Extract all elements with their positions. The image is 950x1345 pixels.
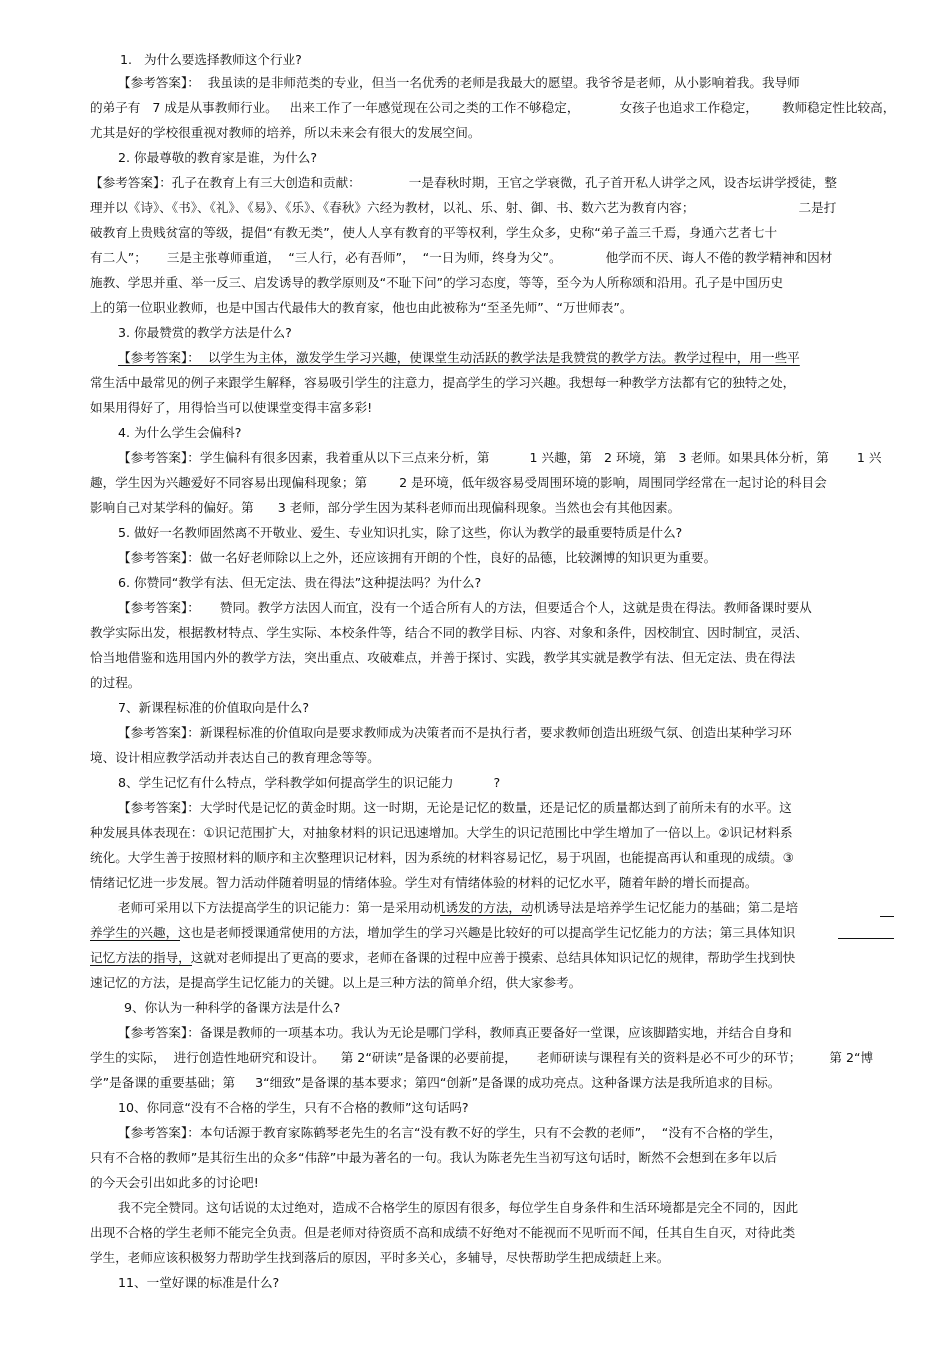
answer-10-line-3: 的今天会引出如此多的讨论吧!: [90, 1175, 259, 1190]
answer-6-line-1: 【参考答案】： 赞同。教学方法因人而宜，没有一个适合所有人的方法，但要适合个人，这就是贵在得法。教师备课时要从: [118, 600, 812, 615]
question-10: 10、你同意“没有不合格的学生，只有不合格的教师”这句话吗?: [118, 1100, 469, 1115]
answer-10-line-4: 我不完全赞同。这句话说的太过绝对，造成不合格学生的原因有很多，每位学生自身条件和生活环境都是完全不同的，因此: [118, 1200, 799, 1215]
answer-4-line-2: 趣，学生因为兴趣爱好不同容易出现偏科现象；第 2 是环境，低年级容易受周围环境的影响，周围同学经常在一起讨论的科目会: [90, 475, 827, 490]
margin-mark-short: [880, 916, 894, 917]
answer-5-line-1: 【参考答案】：做一名好老师除以上之外，还应该拥有开朗的个性，良好的品德，比较渊博的知识更为重要。: [118, 550, 717, 565]
answer-8-line-3: 统化。大学生善于按照材料的顺序和主次整理识记材料，因为系统的材料容易记忆，易于巩固，也能提高再认和重现的成绩。③: [90, 850, 794, 865]
answer-10-line-6: 学生，老师应该积极努力帮助学生找到落后的原因，平时多关心，多辅导，尽快帮助学生把成绩赶上来。: [90, 1250, 670, 1265]
question-7: 7、新课程标准的价值取向是什么?: [118, 700, 310, 715]
answer-7-line-1: 【参考答案】：新课程标准的价值取向是要求教师成为决策者而不是执行者，要求教师创造出班级气氛、创造出某种学习环: [118, 725, 792, 740]
answer-2-line-2: 理并以《诗》、《书》、《礼》、《易》、《乐》、《春秋》六经为教材，以礼、乐、射、御、书、数六艺为教育内容； 二是打: [90, 200, 837, 215]
question-3: 3. 你最赞赏的教学方法是什么?: [118, 325, 292, 340]
underline-method-3: [90, 965, 192, 966]
answer-10-line-5: 出现不合格的学生老师不能完全负责。但是老师对待资质不高和成绩不好绝对不能视而不见听而不闻，任其自生自灭，对待此类: [90, 1225, 796, 1240]
answer-8-line-8: 速记忆的方法，是提高学生记忆能力的关键。以上是三种方法的简单介绍，供大家参考。: [90, 975, 582, 990]
answer-1-line-1: 【参考答案】： 我虽读的是非师范类的专业，但当一名优秀的老师是我最大的愿望。我爷爷是老师，从小影响着我。我导师: [118, 75, 800, 90]
question-9: 9、你认为一种科学的备课方法是什么?: [124, 1000, 341, 1015]
answer-2-line-4: 有二人”； 三是主张尊师重道， “三人行，必有吾师”， “一日为师，终身为父”。 他学而不厌、诲人不倦的教学精神和因材: [90, 250, 833, 265]
answer-4-line-1: 【参考答案】：学生偏科有很多因素，我着重从以下三点来分析，第 1 兴趣，第 2 环境，第 3 老师。如果具体分析，第 1 兴: [118, 450, 882, 465]
answer-3-line-2: 常生活中最常见的例子来跟学生解释，容易吸引学生的注意力，提高学生的学习兴趣。我想每一种教学方法都有它的独特之处，: [90, 375, 796, 390]
answer-9-line-1: 【参考答案】：备课是教师的一项基本功。我认为无论是哪门学科，教师真正要备好一堂课，应该脚踏实地，并结合自身和: [118, 1025, 792, 1040]
margin-mark-long: [838, 938, 894, 939]
answer-6-line-2: 教学实际出发，根据教材特点、学生实际、本校条件等，结合不同的教学目标、内容、对象和条件，因校制宜、因时制宜，灵活、: [90, 625, 808, 640]
underline-method-2: [90, 940, 180, 941]
answer-3-line-1: 【参考答案】： 以学生为主体，激发学生学习兴趣，使课堂生动活跃的教学法是我赞赏的教学方法。教学过程中，用一些平: [118, 350, 800, 365]
answer-10-line-1: 【参考答案】：本句话源于教育家陈鹤琴老先生的名言“没有教不好的学生，只有不会教的老师”， “没有不合格的学生，: [118, 1125, 782, 1140]
answer-3-line-3: 如果用得好了，用得恰当可以使课堂变得丰富多彩!: [90, 400, 373, 415]
answer-7-line-2: 境、设计相应教学活动并表达自己的教育理念等等。: [90, 750, 380, 765]
underline-method-1: [440, 915, 532, 916]
answer-9-line-2: 学生的实际， 进行创造性地研究和设计。 第 2“研读”是备课的必要前提， 老师研读与课程有关的资料是必不可少的环节； 第 2“博: [90, 1050, 874, 1065]
answer-1-line-3: 尤其是好的学校很重视对教师的培养，所以未来会有很大的发展空间。: [90, 125, 481, 140]
answer-8-line-5: 老师可采用以下方法提高学生的识记能力：第一是采用动机诱发的方法，动机诱导法是培养学生记忆能力的基础；第二是培: [118, 900, 799, 915]
answer-8-line-7: 记忆方法的指导，这就对老师提出了更高的要求，老师在备课的过程中应善于摸索、总结具体知识记忆的规律，帮助学生找到快: [90, 950, 796, 965]
answer-2-line-5: 施教、学思并重、举一反三、启发诱导的教学原则及“不耻下问”的学习态度，等等，至今为人所称颂和沿用。孔子是中国历史: [90, 275, 784, 290]
answer-4-line-3: 影响自己对某学科的偏好。第 3 老师，部分学生因为某科老师而出现偏科现象。当然也会有其他因素。: [90, 500, 681, 515]
answer-8-line-4: 情绪记忆进一步发展。智力活动伴随着明显的情绪体验。学生对有情绪体验的材料的记忆水平，随着年龄的增长而提高。: [90, 875, 758, 890]
answer-2-line-1: 【参考答案】：孔子在教育上有三大创造和贡献： 一是春秋时期，王官之学衰微，孔子首开私人讲学之风，设杏坛讲学授徒，整: [90, 175, 837, 190]
answer-6-line-4: 的过程。: [90, 675, 141, 690]
question-2: 2. 你最尊敬的教育家是谁，为什么?: [118, 150, 318, 165]
question-1: 1. 为什么要选择教师这个行业?: [120, 52, 302, 67]
question-8: 8、学生记忆有什么特点，学科教学如何提高学生的识记能力 ?: [118, 775, 501, 790]
answer-8-line-6: 养学生的兴趣，这也是老师授课通常使用的方法，增加学生的学习兴趣是比较好的可以提高学生记忆能力的方法；第三具体知识: [90, 925, 796, 940]
answer-8-line-1: 【参考答案】：大学时代是记忆的黄金时期。这一时期，无论是记忆的数量，还是记忆的质量都达到了前所未有的水平。这: [118, 800, 792, 815]
answer-9-line-3: 学”是备课的重要基础；第 3“细致”是备课的基本要求；第四“创新”是备课的成功亮点。这种备课方法是我所追求的目标。: [90, 1075, 781, 1090]
question-11: 11、一堂好课的标准是什么?: [118, 1275, 280, 1290]
question-6: 6. 你赞同“教学有法、但无定法、贵在得法”这种提法吗？为什么?: [118, 575, 482, 590]
answer-2-line-3: 破教育上贵贱贫富的等级，提倡“有教无类”，使人人享有教育的平等权利，学生众多，史称“弟子盖三千焉，身通六艺者七十: [90, 225, 778, 240]
answer-1-line-2: 的弟子有 7 成是从事教师行业。 出来工作了一年感觉现在公司之类的工作不够稳定， 女孩子也追求工作稳定， 教师稳定性比较高，: [90, 100, 896, 115]
answer-6-line-3: 恰当地借鉴和选用国内外的教学方法，突出重点、攻破难点，并善于探讨、实践，教学其实就是教学有法、但无定法、贵在得法: [90, 650, 796, 665]
question-5: 5. 做好一名教师固然离不开敬业、爱生、专业知识扎实，除了这些，你认为教学的最重要特质是什么?: [118, 525, 683, 540]
question-4: 4. 为什么学生会偏科?: [118, 425, 242, 440]
answer-2-line-6: 上的第一位职业教师，也是中国古代最伟大的教育家，他也由此被称为“至圣先师”、“万世师表”。: [90, 300, 633, 315]
answer-10-line-2: 只有不合格的教师”是其衍生出的众多“伟辞”中最为著名的一句。我认为陈老先生当初写这句话时，断然不会想到在多年以后: [90, 1150, 778, 1165]
answer-8-line-2: 种发展具体表现在：①识记范围扩大，对抽象材料的识记迅速增加。大学生的识记范围比中学生增加了一倍以上。②识记材料系: [90, 825, 793, 840]
